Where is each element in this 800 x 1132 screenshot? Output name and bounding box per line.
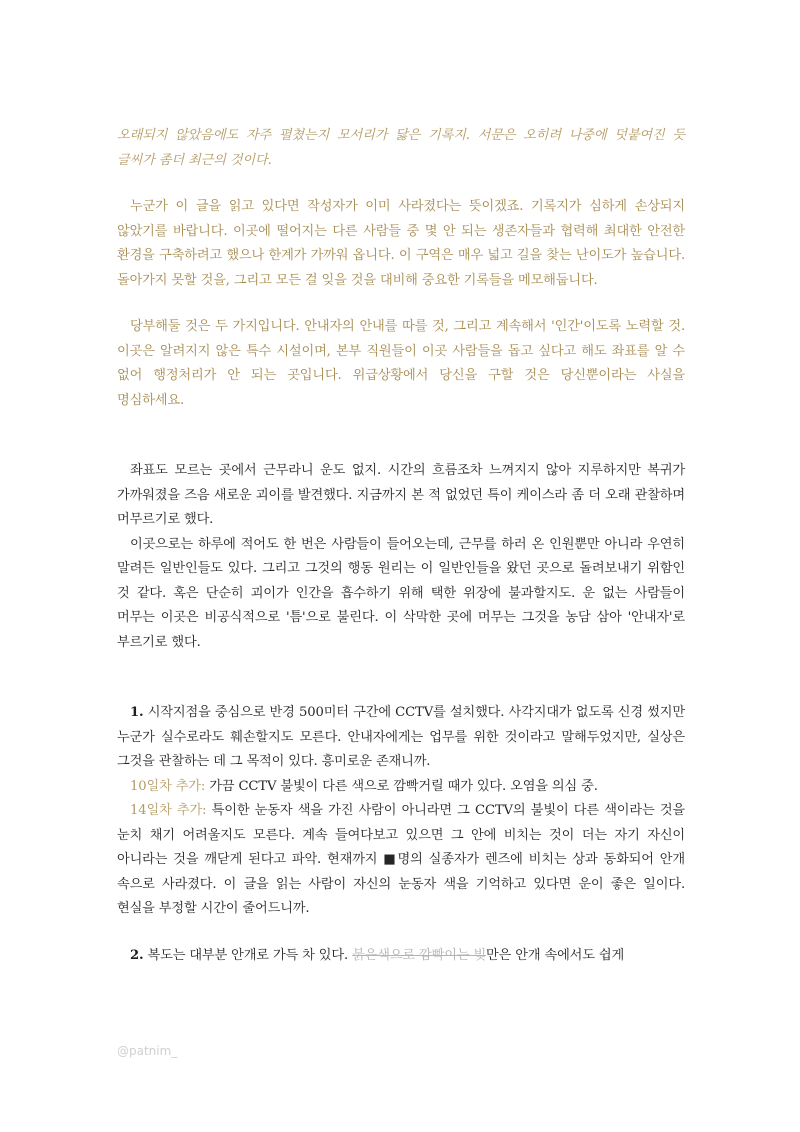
list-item-number: 1. — [130, 705, 144, 720]
preface-paragraph-2: 당부해둘 것은 두 가지입니다. 안내자의 안내를 따를 것, 그리고 계속해서 '인간'이도록 노력할 것. 이곳은 알려지지 않은 특수 시설이며, 본부 직원들이 이곳 사람들을 돕고 싶다고 해도 좌표를 알 수 없어 행정처리가 안 되는 곳입니다. 위급상황에서 당신을 구할 것은 당신뿐이라는 사실을 명심하세요. — [117, 319, 685, 408]
day14-addendum — [117, 799, 685, 922]
spacer — [117, 655, 685, 701]
intro-note — [117, 124, 685, 173]
list-item-number: 2. — [130, 947, 144, 963]
watermark-handle: @patnim_ — [117, 1044, 178, 1058]
list-item-text: 시작지점을 중심으로 반경 500미터 구간에 CCTV를 설치했다. 사각지대가 없도록 신경 썼지만 누군가 실수로라도 훼손할지도 모른다. 안내자에게는 업무를 위한 것이라고 말해두었지만, 실상은 그것을 관찰하는 데 그 목적이 있다. 흥미로운 존재니까. — [117, 705, 685, 769]
list-item-1 — [117, 701, 685, 775]
day14-text: 특이한 눈동자 색을 가진 사람이 아니라면 그 CCTV의 불빛이 다른 색이라는 것을 눈치 채기 어려울지도 모른다. 계속 들여다보고 있으면 그 안에 비치는 것이 더는 자기 자신이 아니라는 것을 깨닫게 된다고 파악. 현재까지 ■명의 실종자가 렌즈에 비치는 상과 동화되어 안개 속으로 사라졌다. 이 글을 읽는 사람이 자신의 눈동자 색을 기억하고 있다면 운이 좋은 일이다. 현실을 부정할 시간이 줄어드니까. — [117, 803, 686, 916]
body-paragraph-2: 이곳으로는 하루에 적어도 한 번은 사람들이 들어오는데, 근무를 하러 온 인원뿐만 아니라 우연히 말려든 일반인들도 있다. 그리고 그것의 행동 원리는 이 일반인들을 왔던 곳으로 돌려보내기 위함인 것 같다. 혹은 단순히 괴이가 인간을 흡수하기 위해 택한 위장에 불과할지도. 운 없는 사람들이 머무는 이곳은 비공식적으로 '틈'으로 불린다. 이 삭막한 곳에 머무는 그것을 농담 삼아 '안내자'로 부르기로 했다. — [117, 536, 685, 650]
day10-text: 가끔 CCTV 불빛이 다른 색으로 깜빡거릴 때가 있다. 오염을 의심 중. — [209, 778, 598, 794]
spacer — [117, 413, 685, 459]
intro-note-line2: 듯 글씨가 좀더 최근의 것이다. — [117, 128, 685, 168]
document-page — [117, 124, 685, 968]
list-item-text-before: 복도는 대부분 안개로 가득 차 있다. — [147, 947, 349, 963]
spacer — [117, 293, 685, 315]
intro-note-line1: 오래되지 않았음에도 자주 펼쳤는지 모서리가 닳은 기록지. 서문은 오히려 나중에 덧붙여진 — [117, 128, 665, 143]
day10-label: 10일차 추가: — [130, 778, 206, 794]
day10-addendum — [117, 775, 685, 800]
spacer — [117, 922, 685, 944]
preface-paragraph-1: 누군가 이 글을 읽고 있다면 작성자가 이미 사라졌다는 뜻이겠죠. 기록지가 심하게 손상되지 않았기를 바랍니다. 이곳에 떨어지는 다른 사람들 중 몇 안 되는 생존자들과 협력해 최대한 안전한 환경을 구축하려고 했으나 한계가 가까워 옵니다. 이 구역은 매우 넓고 길을 찾는 난이도가 높습니다. 돌아가지 못할 것을, 그리고 모든 걸 잊을 것을 대비해 중요한 기록들을 메모해둡니다. — [117, 199, 685, 288]
list-item-2 — [117, 944, 685, 969]
list-item-text-after: 만은 안개 속에서도 쉽게 — [486, 947, 625, 963]
struck-text: 붉은색으로 깜빡이는 빛 — [352, 947, 487, 963]
spacer — [117, 173, 685, 195]
body-paragraph-1: 좌표도 모르는 곳에서 근무라니 운도 없지. 시간의 흐름조차 느껴지지 않아 지루하지만 복귀가 가까워졌을 즈음 새로운 괴이를 발견했다. 지금까지 본 적 없었던 특이 케이스라 좀 더 오래 관찰하며 머무르기로 했다. — [117, 463, 685, 527]
day14-label: 14일차 추가: — [130, 803, 207, 818]
